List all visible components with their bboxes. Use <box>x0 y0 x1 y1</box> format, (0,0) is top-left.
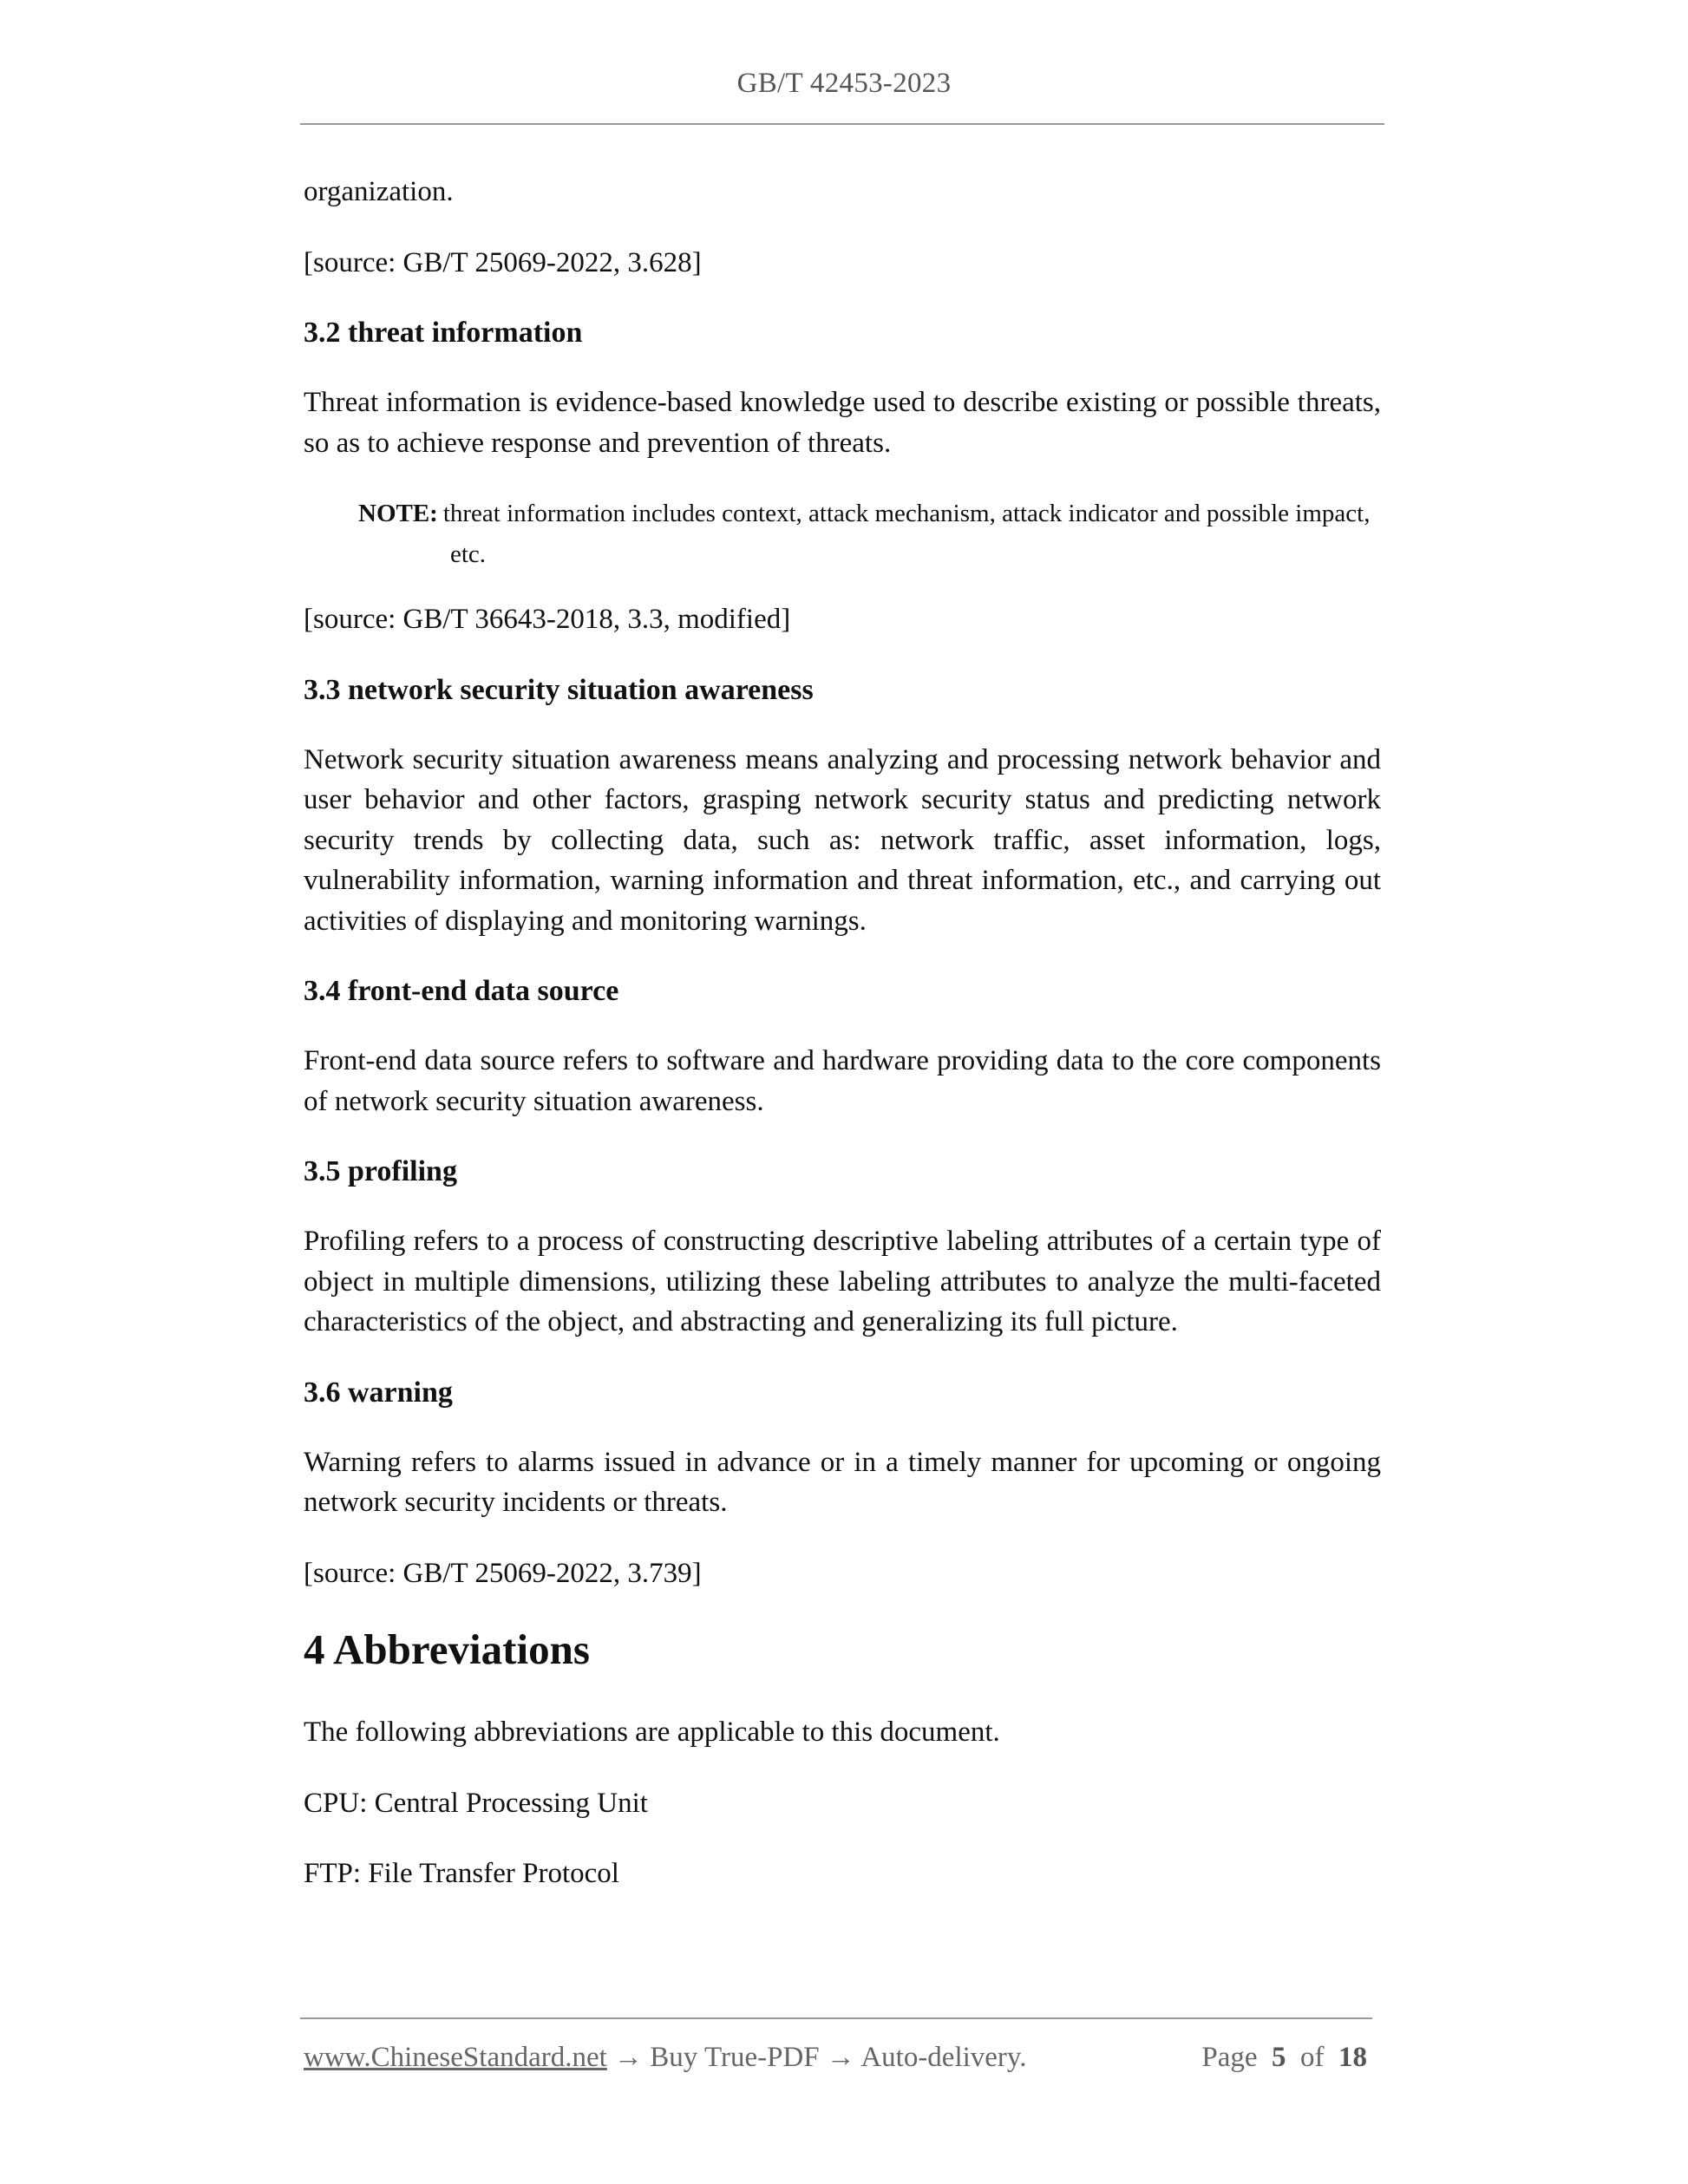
arrow-right-icon: → <box>614 2042 644 2073</box>
page-number <box>1201 2038 1367 2076</box>
note-text-line2: etc. <box>450 540 487 568</box>
footer-divider <box>300 2017 1372 2019</box>
page-current: 5 <box>1272 2042 1286 2073</box>
note-label: NOTE: <box>358 500 438 527</box>
source-citation: [source: GB/T 36643-2018, 3.3, modified] <box>304 604 791 635</box>
section-heading-3-3: 3.3 network security situation awareness <box>304 673 814 706</box>
definition-profiling: Profiling refers to a process of constructing descriptive labeling attributes of a certain type of object in multiple dimensions, utilizing these labeling attributes to analyze the multi-faceted characteristics of the object, and abstracting and generalizing its full picture. <box>304 1226 1381 1337</box>
note-text-line1: threat information includes context, attack mechanism, attack indicator and possible impact, <box>442 500 1371 527</box>
buy-text: Buy True-PDF <box>650 2042 820 2073</box>
definition-situation-awareness: Network security situation awareness means analyzing and processing network behavior and user behavior and other factors, grasping network security status and predicting network security trends by collecting data, such as: network traffic, asset information, logs, vulnerability information, warning information and threat information, etc., and carrying out activities of displaying and monitoring warnings. <box>304 743 1381 937</box>
arrow-right-icon: → <box>826 2042 855 2073</box>
section-heading-3-5: 3.5 profiling <box>304 1155 457 1187</box>
site-link[interactable]: www.ChineseStandard.net <box>304 2042 607 2073</box>
definition-front-end-data-source: Front-end data source refers to software and hardware providing data to the core components of network security situation awareness. <box>304 1045 1381 1117</box>
abbreviation-item: CPU: Central Processing Unit <box>304 1787 648 1819</box>
abbreviations-intro: The following abbreviations are applicable to this document. <box>304 1716 1000 1748</box>
abbreviation-item: FTP: File Transfer Protocol <box>304 1858 619 1889</box>
section-heading-3-6: 3.6 warning <box>304 1376 453 1409</box>
paragraph-organization: organization. <box>304 176 454 207</box>
note-block <box>358 494 1381 575</box>
chapter-heading-abbreviations: 4 Abbreviations <box>304 1625 590 1673</box>
definition-warning: Warning refers to alarms issued in advance or in a timely manner for upcoming or ongoing network security incidents or threats. <box>304 1446 1381 1518</box>
source-citation: [source: GB/T 25069-2022, 3.628] <box>304 246 702 278</box>
page-total: 18 <box>1338 2042 1367 2073</box>
page-header: GB/T 42453-2023 <box>736 68 952 99</box>
delivery-text: Auto-delivery. <box>860 2042 1027 2073</box>
definition-threat-information: Threat information is evidence-based knowledge used to describe existing or possible threats, so as to achieve response and prevention of threats. <box>304 387 1381 459</box>
source-citation: [source: GB/T 25069-2022, 3.739] <box>304 1557 702 1589</box>
footer-promo <box>304 2038 1027 2076</box>
page-content <box>304 172 1381 1925</box>
page-label: Page <box>1201 2042 1258 2073</box>
header-divider <box>300 123 1384 125</box>
section-heading-3-4: 3.4 front-end data source <box>304 975 619 1007</box>
section-heading-3-2: 3.2 threat information <box>304 317 583 349</box>
page-of: of <box>1300 2042 1325 2073</box>
